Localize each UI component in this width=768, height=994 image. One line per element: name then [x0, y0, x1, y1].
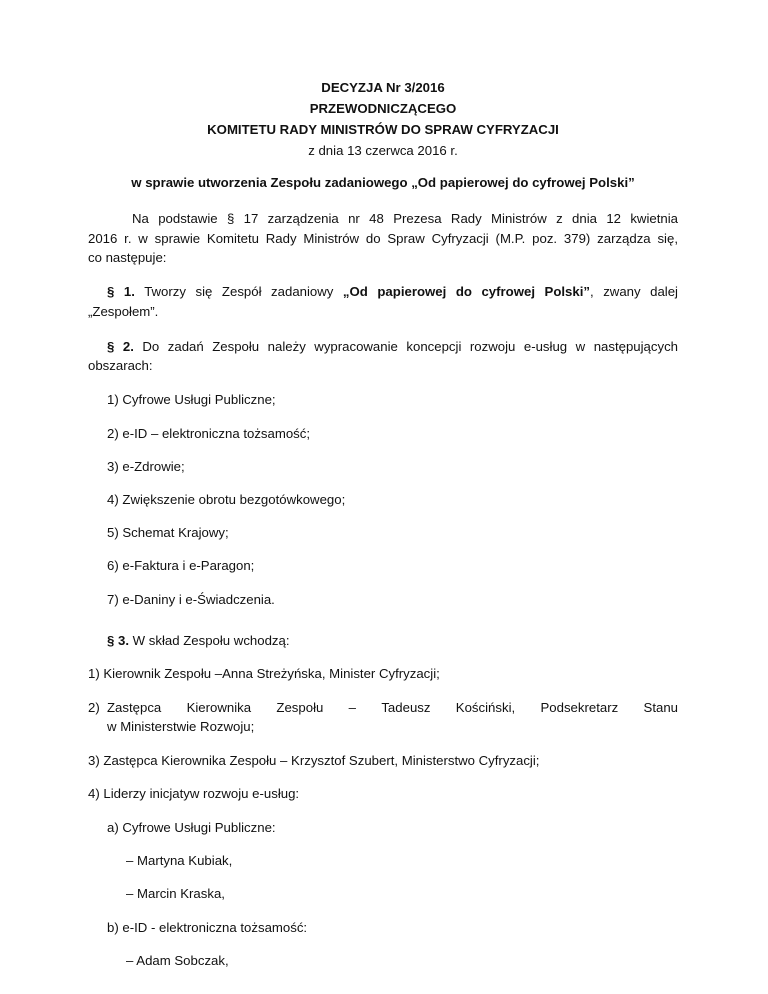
section-1-line-2: „Zespołem”.: [88, 304, 159, 319]
member-item-2-word: Kościński,: [455, 700, 516, 715]
member-item-2-word: Tadeusz: [381, 700, 431, 715]
committee-name: KOMITETU RADY MINISTRÓW DO SPRAW CYFRYZACJI: [207, 122, 559, 137]
initiative-cyfrowe-uslugi: a) Cyfrowe Usługi Publiczne:: [107, 820, 276, 835]
member-item-4: 4) Liderzy inicjatyw rozwoju e-usług:: [88, 786, 300, 801]
section-1-line-1: [107, 284, 678, 299]
member-item-2-word: Stanu: [643, 700, 678, 715]
area-item: 6) e-Faktura i e-Paragon;: [107, 558, 255, 573]
area-item: 3) e-Zdrowie;: [107, 459, 185, 474]
area-item: 4) Zwiększenie obrotu bezgotówkowego;: [107, 492, 346, 507]
decision-date: z dnia 13 czerwca 2016 r.: [308, 143, 458, 158]
section-2-text: Do zadań Zespołu należy wypracowanie koncepcji rozwoju e-usług w następujących: [133, 339, 678, 354]
section-3-mark: § 3.: [107, 633, 129, 648]
preamble-line-1: Na podstawie § 17 zarządzenia nr 48 Prezesa Rady Ministrów z dnia 12 kwietnia: [132, 211, 678, 226]
initiative-e-id: b) e-ID - elektroniczna tożsamość:: [107, 920, 308, 935]
section-2-line-2: obszarach:: [88, 358, 153, 373]
leader-name: – Marcin Kraska,: [126, 886, 225, 901]
section-1-mark: § 1.: [107, 284, 135, 299]
member-item-2-word: Zastępca: [107, 700, 162, 715]
area-item: 2) e-ID – elektroniczna tożsamość;: [107, 426, 311, 441]
member-item-2-word: Zespołu: [276, 700, 324, 715]
section-2-line-1: [107, 339, 678, 354]
member-item-2-word: –: [348, 700, 357, 715]
member-item-2-line-1: [107, 700, 678, 715]
member-item-2-word: Podsekretarz: [540, 700, 619, 715]
section-1-text-after: , zwany dalej: [589, 284, 678, 299]
area-item: 7) e-Daniny i e-Świadczenia.: [107, 592, 275, 607]
section-1-text: Tworzy się Zespół zadaniowy: [134, 284, 343, 299]
leader-name: – Martyna Kubiak,: [126, 853, 233, 868]
team-name: „Od papierowej do cyfrowej Polski”: [342, 284, 590, 299]
section-3-text: W skład Zespołu wchodzą:: [129, 633, 290, 648]
member-item-1: 1) Kierownik Zespołu –Anna Streżyńska, Minister Cyfryzacji;: [88, 666, 440, 681]
preamble-line-2: 2016 r. w sprawie Komitetu Rady Ministrów do Spraw Cyfryzacji (M.P. poz. 379) zarządza się,: [88, 231, 678, 246]
issuer-title: PRZEWODNICZĄCEGO: [309, 101, 457, 116]
section-3-line-1: [107, 633, 290, 648]
leader-name: – Adam Sobczak,: [126, 953, 229, 968]
decision-number: DECYZJA Nr 3/2016: [321, 80, 445, 95]
preamble-line-3: co następuje:: [88, 250, 167, 265]
member-item-2-number: 2): [88, 700, 100, 715]
section-2-mark: § 2.: [107, 339, 134, 354]
member-item-2-line-2: w Ministerstwie Rozwoju;: [107, 719, 255, 734]
decision-subject: w sprawie utworzenia Zespołu zadaniowego „Od papierowej do cyfrowej Polski”: [131, 175, 635, 190]
area-item: 1) Cyfrowe Usługi Publiczne;: [107, 392, 276, 407]
member-item-3: 3) Zastępca Kierownika Zespołu – Krzysztof Szubert, Ministerstwo Cyfryzacji;: [88, 753, 540, 768]
member-item-2-word: Kierownika: [186, 700, 252, 715]
area-item: 5) Schemat Krajowy;: [107, 525, 229, 540]
